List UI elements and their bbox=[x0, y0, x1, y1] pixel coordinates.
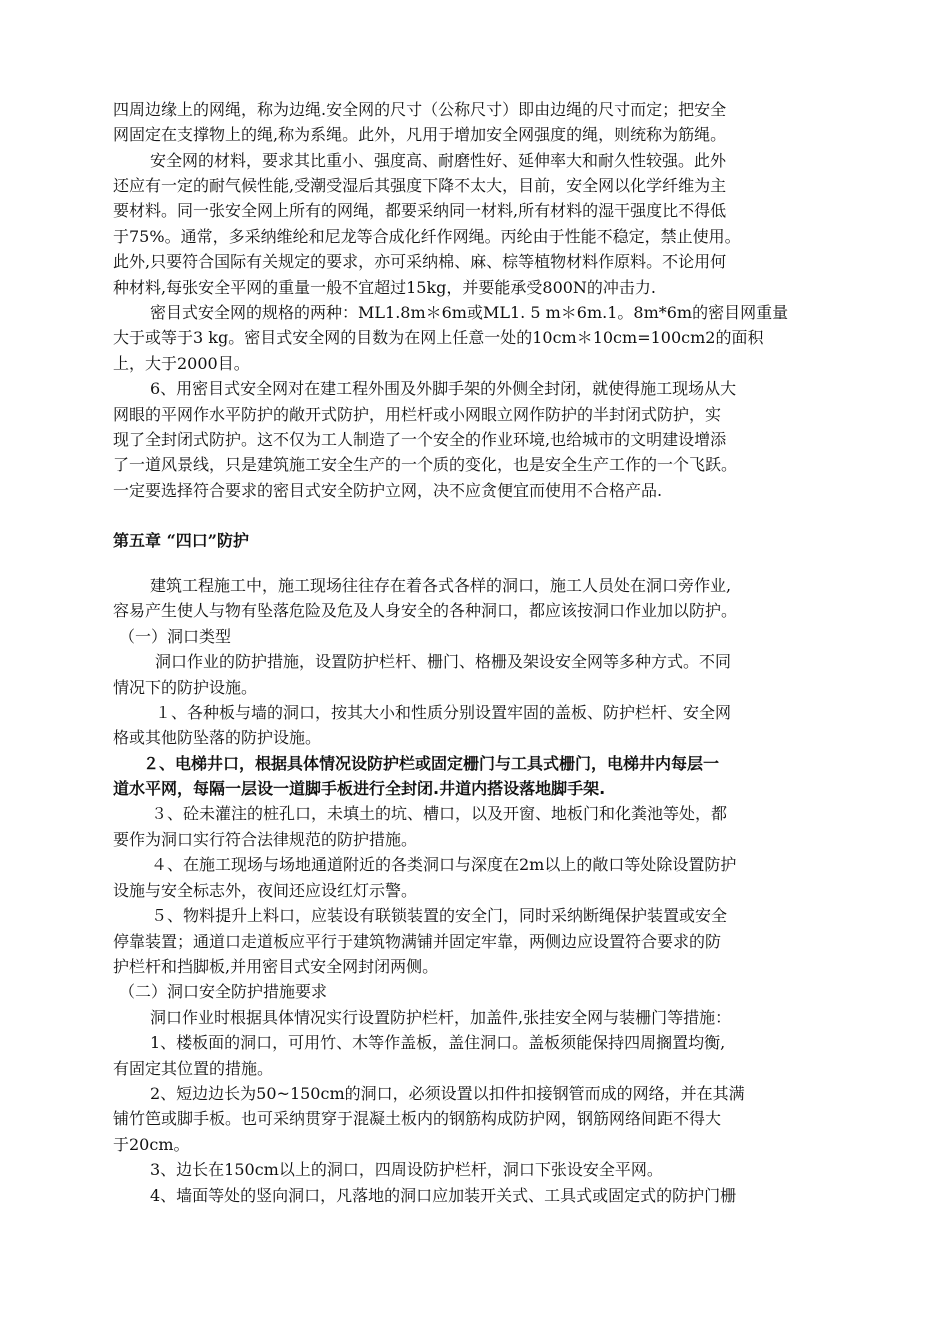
paragraph-line-5: 要材料。同一张安全网上所有的网绳，都要采纳同一材料,所有材料的湿干强度比不得低 bbox=[113, 201, 727, 220]
paragraph-line-15: 了一道风景线，只是建筑施工安全生产的一个质的变化，也是安全生产工作的一个飞跃。 bbox=[113, 455, 738, 474]
paragraph-line-3: 安全网的材料，要求其比重小、强度高、耐磨性好、延伸率大和耐久性较强。此外 bbox=[150, 151, 727, 170]
section-text-line-3: （一）洞口类型 bbox=[119, 627, 232, 646]
paragraph-line-8: 种材料,每张安全平网的重量一般不宜超过15kg，并要能承受800N的冲击力. bbox=[113, 278, 657, 297]
paragraph-line-13: 网眼的平网作水平防护的敞开式防护，用栏杆或小网眼立网作防护的半封闭式防护，实 bbox=[113, 405, 722, 424]
paragraph-line-10: 大于或等于3 kg。密目式安全网的目数为在网上任意一处的10cm＊10cm=100cm2的面积 bbox=[113, 328, 764, 347]
paragraph-line-6: 于75%。通常，多采纳维纶和尼龙等合成化纤作网绳。丙纶由于性能不稳定，禁止使用。 bbox=[113, 227, 741, 246]
section-text-line-23: 于20cm。 bbox=[113, 1135, 190, 1154]
section-text-line-4: 洞口作业的防护措施，设置防护栏杆、栅门、格栅及架设安全网等多种方式。不同 bbox=[155, 652, 732, 671]
paragraph-line-12: 6、用密目式安全网对在建工程外围及外脚手架的外侧全封闭，就使得施工现场从大 bbox=[150, 379, 737, 398]
section-text-line-17: （二）洞口安全防护措施要求 bbox=[119, 982, 328, 1001]
paragraph-line-4: 还应有一定的耐气候性能,受潮受湿后其强度下降不太大，目前，安全网以化学纤维为主 bbox=[113, 176, 727, 195]
section-text-line-21: 2、短边边长为50~150cm的洞口，必须设置以扣件扣接钢管而成的网络，并在其满 bbox=[150, 1084, 745, 1103]
section-text-line-16: 护栏杆和挡脚板,并用密目式安全网封闭两侧。 bbox=[113, 957, 439, 976]
chapter-title: 第五章 “四口”防护 bbox=[113, 531, 249, 550]
section-text-line-24: 3、边长在150cm以上的洞口，四周设防护栏杆，洞口下张设安全平网。 bbox=[150, 1160, 663, 1179]
section-text-line-13: 设施与安全标志外，夜间还应设红灯示警。 bbox=[113, 881, 418, 900]
section-text-line-2: 容易产生使人与物有坠落危险及危及人身安全的各种洞口，都应该按洞口作业加以防护。 bbox=[113, 601, 738, 620]
section-text-line-14: ５、物料提升上料口，应装设有联锁装置的安全门，同时采纳断绳保护装置或安全 bbox=[151, 906, 728, 925]
paragraph-line-2: 网固定在支撑物上的绳,称为系绳。此外，凡用于增加安全网强度的绳，则统称为筋绳。 bbox=[113, 125, 727, 144]
paragraph-line-7: 此外,只要符合国际有关规定的要求，亦可采纳棉、麻、棕等植物材料作原料。不论用何 bbox=[113, 252, 727, 271]
section-text-line-7: 格或其他防坠落的防护设施。 bbox=[113, 728, 322, 747]
section-text-line-10: ３、砼未灌注的桩孔口，未填土的坑、槽口，以及开窗、地板门和化粪池等处，都 bbox=[151, 804, 728, 823]
paragraph-line-9: 密目式安全网的规格的两种：ML1.8m＊6m或ML1. 5 m＊6m.1。8m*6m的密目网重量 bbox=[150, 303, 789, 322]
section-text-line-15: 停靠装置；通道口走道板应平行于建筑物满铺并固定牢靠，两侧边应设置符合要求的防 bbox=[113, 932, 722, 951]
section-text-line-6: １、各种板与墙的洞口，按其大小和性质分别设置牢固的盖板、防护栏杆、安全网 bbox=[155, 703, 732, 722]
section-text-line-11: 要作为洞口实行符合法律规范的防护措施。 bbox=[113, 830, 418, 849]
paragraph-line-1: 四周边缘上的网绳，称为边绳.安全网的尺寸（公称尺寸）即由边绳的尺寸而定；把安全 bbox=[113, 100, 727, 119]
section-text-line-5: 情况下的防护设施。 bbox=[113, 678, 258, 697]
section-text-line-1: 建筑工程施工中，施工现场往往存在着各式各样的洞口，施工人员处在洞口旁作业, bbox=[150, 576, 732, 595]
paragraph-line-16: 一定要选择符合要求的密目式安全防护立网，决不应贪便宜而使用不合格产品. bbox=[113, 481, 663, 500]
section-text-line-9: 道水平网，每隔一层设一道脚手板进行全封闭.井道内搭设落地脚手架. bbox=[113, 779, 606, 798]
section-text-line-20: 有固定其位置的措施。 bbox=[113, 1059, 274, 1078]
section-text-line-12: ４、在施工现场与场地通道附近的各类洞口与深度在2m以上的敞口等处除设置防护 bbox=[151, 855, 737, 874]
section-text-line-18: 洞口作业时根据具体情况实行设置防护栏杆，加盖件,张挂安全网与装栅门等措施： bbox=[150, 1008, 732, 1027]
paragraph-line-11: 上，大于2000目。 bbox=[113, 354, 250, 373]
paragraph-line-14: 现了全封闭式防护。这不仅为工人制造了一个安全的作业环境,也给城市的文明建设增添 bbox=[113, 430, 727, 449]
section-text-line-8: ２、电梯井口，根据具体情况设防护栏或固定栅门与工具式栅门，电梯井内每层一 bbox=[143, 754, 720, 773]
section-text-line-19: 1、楼板面的洞口，可用竹、木等作盖板，盖住洞口。盖板须能保持四周搁置均衡, bbox=[150, 1033, 726, 1052]
section-text-line-25: 4、墙面等处的竖向洞口，凡落地的洞口应加装开关式、工具式或固定式的防护门栅 bbox=[150, 1186, 737, 1205]
section-text-line-22: 铺竹笆或脚手板。也可采纳贯穿于混凝土板内的钢筋构成防护网，钢筋网络间距不得大 bbox=[113, 1109, 722, 1128]
